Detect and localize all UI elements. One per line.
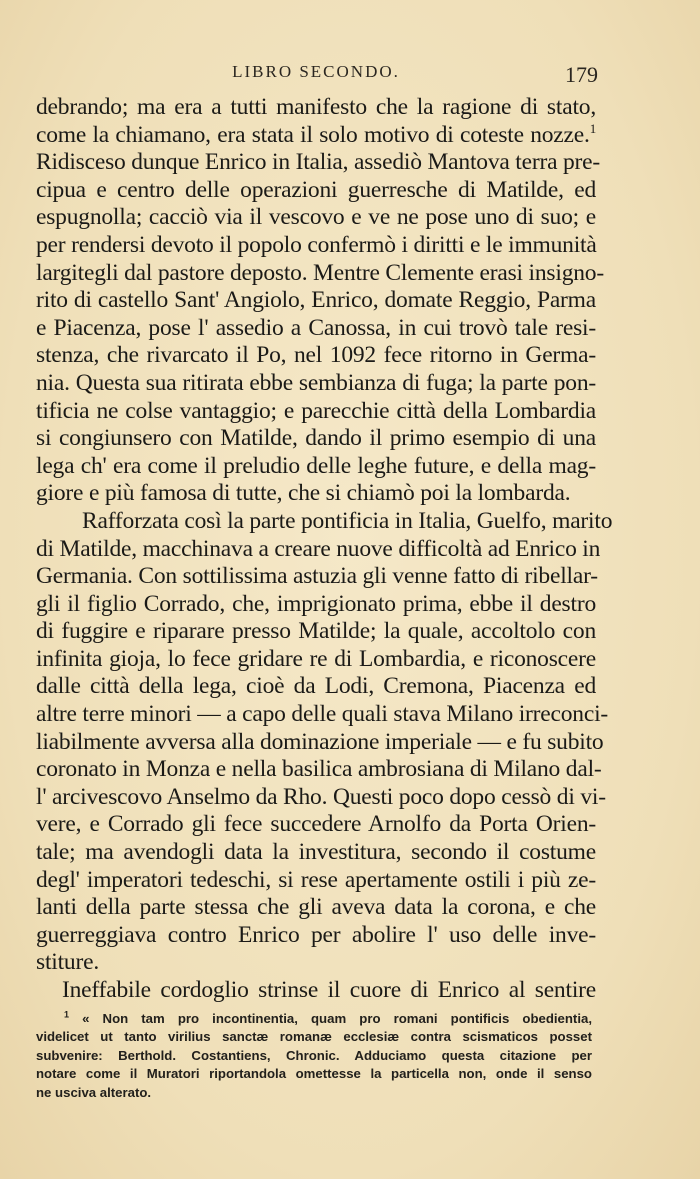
text-line: gli il figlio Corrado, che, imprigionato prima, ebbe il destro [36, 590, 596, 617]
text-line: lega ch' era come il preludio delle leghe future, e della mag- [36, 452, 596, 479]
text-line: cipua e centro delle operazioni guerresche di Matilde, ed [36, 176, 596, 203]
text-line: tificia ne colse vantaggio; e parecchie città della Lombardia [36, 397, 596, 424]
footnote-line: videlicet ut tanto virilius sanctæ romanæ ecclesiæ contra scismaticos posset [36, 1029, 592, 1045]
running-title: LIBRO SECONDO. [232, 62, 400, 81]
text-line: dalle città della lega, cioè da Lodi, Cremona, Piacenza ed [36, 673, 596, 700]
text-line: Ineffabile cordoglio strinse il cuore di Enrico al sentire [62, 977, 596, 1003]
text-line: rito di castello Sant' Angiolo, Enrico, domate Reggio, Parma [36, 287, 596, 314]
text-line: vere, e Corrado gli fece succedere Arnolfo da Porta Orien- [36, 811, 596, 838]
footnote-line: notare come il Muratori riportandola omettesse la particella non, onde il senso [36, 1066, 592, 1082]
text-line: altre terre minori — a capo delle quali stava Milano irreconci- [36, 701, 609, 728]
text-line: si congiunsero con Matilde, dando il primo esempio di una [36, 425, 596, 452]
text-line: stiture. [36, 949, 100, 976]
footnote-line: ne usciva alterato. [36, 1084, 152, 1100]
text-line: l' arcivescovo Anselmo da Rho. Questi poco dopo cessò di vi- [36, 783, 606, 810]
text-line: per rendersi devoto il popolo confermò i diritti e le immunità [36, 231, 597, 258]
text-line: liabilmente avversa alla dominazione imperiale — e fu subito [36, 728, 604, 755]
text-line: Germania. Con sottilissima astuzia gli venne fatto di ribellar- [36, 563, 598, 590]
text-line: e Piacenza, pose l' assedio a Canossa, in cui trovò tale resi- [36, 314, 596, 341]
footnote-marker: 1 [64, 1009, 70, 1020]
text-line: come la chiamano, era stata il solo motivo di coteste nozze.$^1$ [36, 120, 596, 148]
footnote-line: $^1$ « Non tam pro incontinentia, quam pro romani pontificis obedientia, [64, 1009, 592, 1026]
text-line: largitegli dal pastore deposto. Mentre Clemente erasi insigno- [36, 259, 604, 286]
text-line: Ridisceso dunque Enrico in Italia, assediò Mantova terra pre- [36, 149, 601, 176]
page-number: 179 [565, 62, 598, 87]
text-line: Rafforzata così la parte pontificia in Italia, Guelfo, marito [82, 507, 613, 534]
text-line: infinita gioja, lo fece gridare re di Lombardia, e riconoscere [36, 645, 596, 672]
main-text [36, 94, 613, 1005]
text-line: degl' imperatori tedeschi, si rese apertamente ostili i più ze- [36, 866, 596, 893]
footnote [36, 1010, 592, 1102]
text-line: lanti della parte stessa che gli aveva data la corona, e che [36, 894, 596, 921]
text-line: giore e più famosa di tutte, che si chiamò poi la lombarda. [36, 480, 571, 507]
text-line: di Matilde, macchinava a creare nuove difficoltà ad Enrico in [36, 535, 601, 562]
text-line: guerreggiava contro Enrico per abolire l' uso delle inve- [36, 921, 596, 948]
page-header [34, 62, 598, 86]
text-line: debrando; ma era a tutti manifesto che la ragione di stato, [36, 94, 596, 120]
text-line: tale; ma avendogli data la investitura, secondo il costume [36, 839, 596, 866]
text-line: coronato in Monza e nella basilica ambrosiana di Milano dal- [36, 756, 602, 783]
footnote-reference: 1 [589, 120, 596, 136]
text-line: di fuggire e riparare presso Matilde; la quale, accoltolo con [36, 618, 596, 645]
text-line: espugnolla; cacciò via il vescovo e ve ne pose uno di suo; e [36, 204, 596, 231]
text-line: nia. Questa sua ritirata ebbe sembianza di fuga; la parte pon- [36, 369, 596, 396]
text-line: stenza, che rivarcato il Po, nel 1092 fece ritorno in Germa- [36, 342, 596, 369]
footnote-line: subvenire: Berthold. Costantiens, Chronic. Adduciamo questa citazione per [36, 1047, 592, 1063]
